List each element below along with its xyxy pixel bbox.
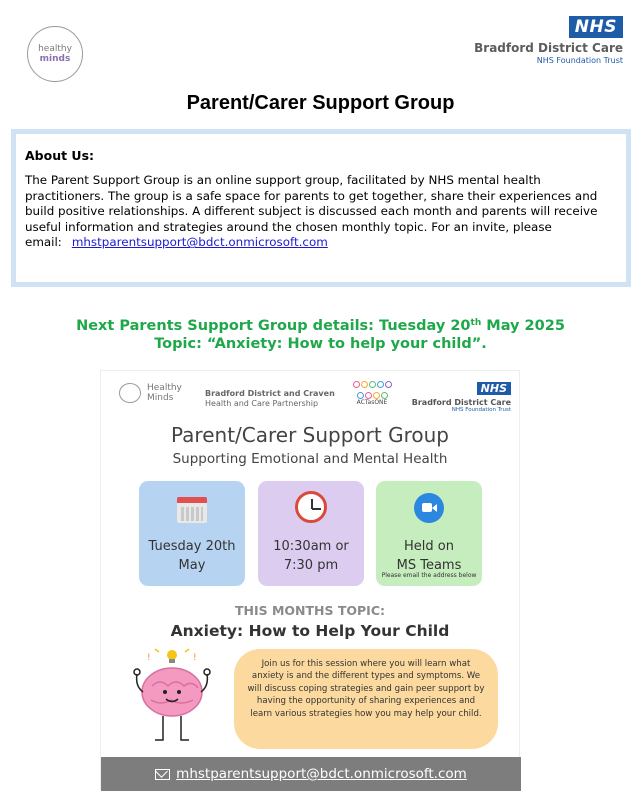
date-card [139, 481, 245, 586]
about-box [11, 129, 631, 287]
poster-topic: Anxiety: How to Help Your Child [170, 622, 450, 640]
trust-name: Bradford District Care [474, 41, 623, 55]
poster-nhs-logo [412, 377, 511, 413]
poster-trust-name: Bradford District Care [411, 398, 511, 407]
time-line1: 10:30am or [273, 539, 349, 554]
ring [377, 381, 384, 388]
time-line2: 7:30 pm [283, 558, 339, 573]
partnership-line1: Bradford District and Craven [205, 389, 335, 398]
video-camera-icon [414, 493, 444, 523]
location-note: Please email the address below [381, 572, 477, 579]
date-line1: Tuesday 20th [148, 539, 236, 554]
poster-nhs-badge: NHS [477, 382, 511, 395]
date-line2: May [178, 558, 206, 573]
ring [381, 392, 388, 399]
ring [353, 381, 360, 388]
this-month-label: THIS MONTHS TOPIC: [235, 603, 385, 618]
nhs-badge: NHS [569, 16, 623, 38]
location-line1: Held on [404, 539, 454, 554]
poster-partnership-logo [205, 389, 335, 409]
next-group-details [0, 313, 641, 336]
topic-heading: Topic: “Anxiety: How to help your child”. [154, 336, 487, 352]
page-title: Parent/Carer Support Group [186, 92, 455, 114]
footer-email[interactable]: mhstparentsupport@bdct.onmicrosoft.com [176, 766, 467, 782]
location-card [376, 481, 482, 586]
about-heading: About Us: [25, 148, 95, 163]
logo-line2: minds [39, 54, 71, 64]
svg-text:!: ! [193, 653, 197, 663]
partnership-line2: Health and Care Partnership [205, 399, 319, 408]
poster-hm-line1: Healthy [147, 383, 182, 393]
act-rings-icon [349, 392, 395, 399]
poster-trust-sub: NHS Foundation Trust [451, 407, 511, 413]
logo-line1: healthy [38, 44, 72, 54]
trust-subtitle: NHS Foundation Trust [536, 56, 623, 65]
next-group-suffix: May 2025 [481, 318, 565, 334]
about-body [25, 173, 616, 251]
cartoon-brain-icon [127, 646, 217, 761]
act-rings-icon [349, 381, 395, 388]
clock-icon [295, 491, 327, 523]
poster-footer [101, 757, 521, 791]
healthy-minds-logo [27, 26, 83, 82]
ring [373, 392, 380, 399]
event-poster [100, 370, 520, 790]
date-ordinal: th [470, 318, 482, 328]
time-card [258, 481, 364, 586]
poster-subtitle: Supporting Emotional and Mental Health [172, 451, 448, 467]
ring [357, 392, 364, 399]
brain-outline-icon [119, 383, 141, 403]
ring [385, 381, 392, 388]
location-line2: MS Teams [396, 558, 462, 573]
ring [365, 392, 372, 399]
poster-healthy-minds-logo [121, 383, 182, 403]
nhs-trust-logo [474, 16, 623, 65]
ring [361, 381, 368, 388]
about-body-text: The Parent Support Group is an online support group, facilitated by NHS mental health practitioners. The group is a safe space for parents to get together, share their experiences and build positive relationships. A different subject is discussed each month and parents will receive useful information and strategies around the chosen monthly topic. For an invite, please email: [25, 173, 598, 250]
envelope-icon [155, 769, 170, 780]
poster-logo-bar [101, 375, 521, 415]
session-description: Join us for this session where you will learn what anxiety is and the different types and symptoms. We will discuss coping strategies and gain peer support by having the opportunity of sharing experiences and learn various strategies how you may help your child. [234, 649, 498, 749]
next-group-prefix: Next Parents Support Group details: Tuesday 20 [76, 318, 471, 334]
ring [369, 381, 376, 388]
calendar-icon [177, 497, 207, 523]
poster-hm-line2: Minds [147, 393, 174, 403]
poster-title: Parent/Carer Support Group [171, 423, 449, 447]
email-link[interactable]: mhstparentsupport@bdct.onmicrosoft.com [71, 235, 328, 250]
act-label: ACTasONE [356, 399, 388, 406]
act-as-one-logo [349, 377, 395, 413]
svg-text:!: ! [147, 653, 151, 663]
